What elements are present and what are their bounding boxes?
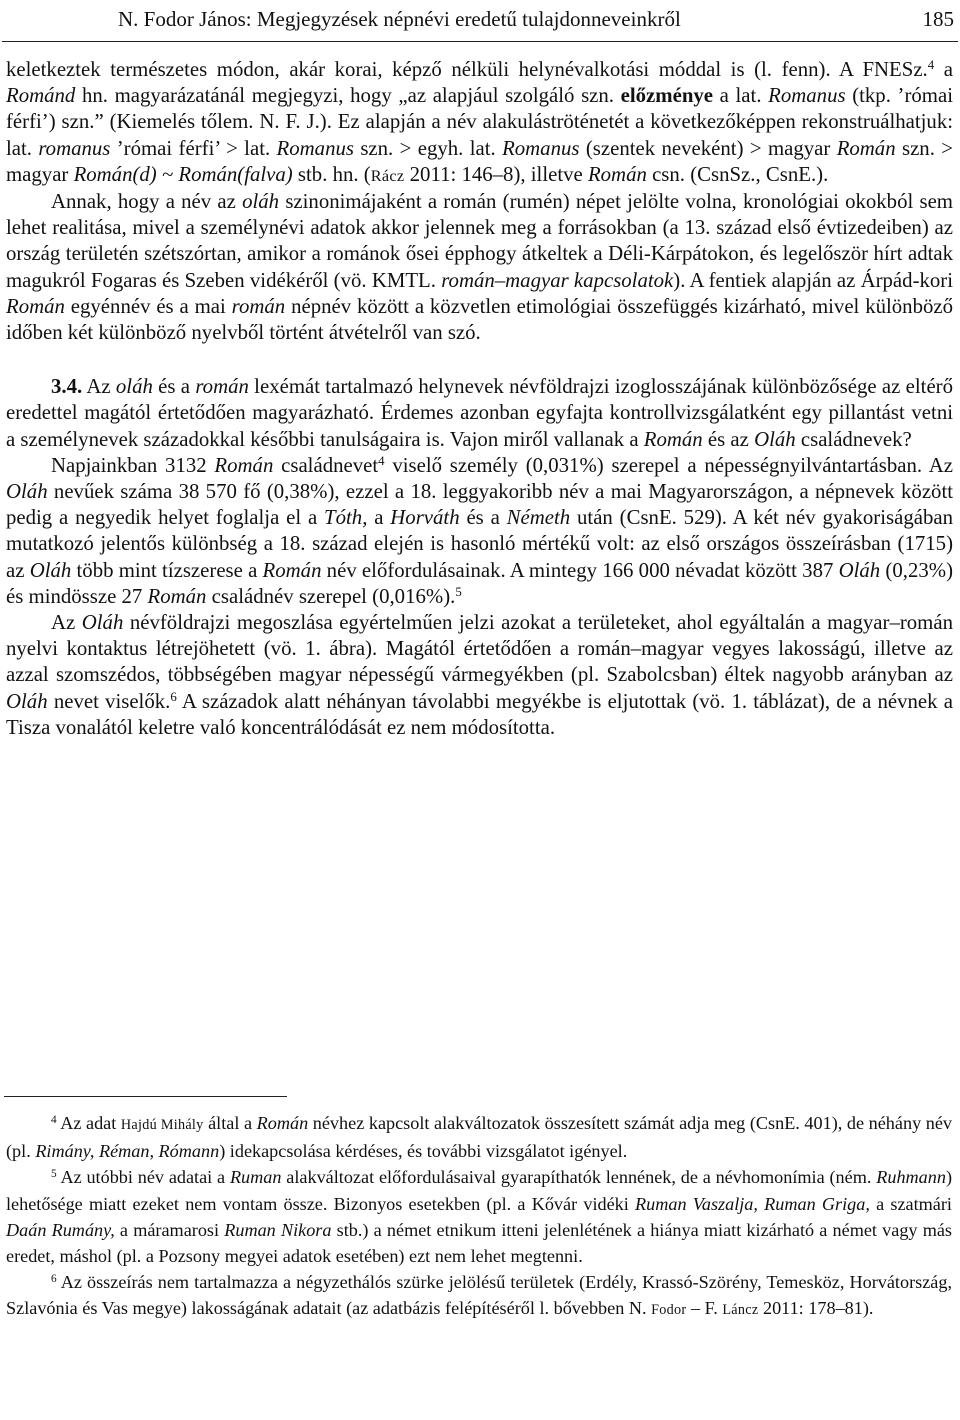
footnotes	[6, 1110, 952, 1324]
text-run: Annak, hogy a név az	[51, 190, 243, 214]
small-caps-name: Hajdú Mihály	[120, 1117, 204, 1133]
footnote-5	[6, 1164, 952, 1269]
text-run: alakváltozat előfordulásaival gyarapíthatók lennének, de a névhomonímia (ném.	[281, 1167, 877, 1188]
italic-term: Román	[587, 162, 647, 186]
italic-term: Román	[256, 1113, 309, 1133]
text-run: 2011: 178–81).	[758, 1298, 874, 1319]
text-run: Az utóbbi név adatai a	[56, 1167, 230, 1188]
text-run: családnevek?	[795, 427, 912, 451]
italic-term: Román(d) ~ Román(falva)	[73, 162, 293, 186]
text-run: után (CsnE. 529). A két név gyakoriságában mutatkozó jelentős különbség a 18. század elején is hasonló mértékű volt: az első országos összeírásban (1715) az	[6, 506, 953, 582]
text-run: és az	[702, 427, 755, 451]
text-run: hn. magyarázatánál megjegyzi, hogy „az alapjául szolgáló szn.	[75, 84, 621, 108]
italic-term: Román	[262, 558, 322, 582]
italic-term: Tóth,	[324, 506, 368, 530]
text-run: Az adat	[56, 1113, 121, 1133]
italic-term: Oláh	[81, 611, 124, 635]
paragraph-4	[6, 453, 953, 610]
text-run: 2011: 146–8), illetve	[404, 162, 588, 186]
text-run: nevet viselők.	[47, 689, 171, 713]
italic-term: Oláh	[6, 480, 48, 504]
text-run: név előfordulásainak. A mintegy 166 000 névadat között 387	[321, 558, 839, 582]
italic-term: Oláh	[29, 558, 72, 582]
footnote-number: 5	[51, 1168, 57, 1181]
footnote-ref-4: 4	[927, 57, 935, 72]
header-rule	[2, 41, 958, 42]
text-run: a máramarosi	[114, 1219, 225, 1240]
footnote-4	[6, 1110, 952, 1164]
small-caps-name: Rácz	[370, 166, 405, 185]
body-text	[6, 57, 953, 741]
text-run: Az összeírás nem tartalmazza a négyzethálós szürke jelölésű területek (Erdély, Krassó-Szörény, Temesköz, Horvátország, Szlavónia és Vas megye) lakosságának adatait (az adatbázis felépítéséről l. bővebben N.	[6, 1272, 952, 1319]
paragraph-1	[6, 57, 953, 189]
paragraph-gap	[6, 346, 953, 374]
text-run: és a	[152, 375, 196, 399]
italic-term: Román	[836, 136, 896, 160]
text-run: viselő személy (0,031%) szerepel a népességnyilvántartásban. Az	[384, 453, 953, 477]
footnote-rule	[4, 1096, 287, 1097]
text-run: (tkp. ’római férfi’) szn.” (Kiemelés tőlem. N. F. J.). Ez alapján a név alakuláströténetét a következőképpen rekonstruálhatjuk: lat.	[6, 84, 953, 160]
italic-term: román	[195, 375, 249, 399]
italic-term: Romanus	[502, 136, 580, 160]
text-run: a	[367, 506, 391, 530]
text-run: stb.) a német etnikum itteni jelenlétének a hiánya miatt kizárható a német vagy más eredet, máshol (pl. a Pozsony megyei adatok esetében) ezt nem lehet megtenni.	[6, 1219, 952, 1267]
italic-term: Ruman Vaszalja, Ruman Griga,	[635, 1193, 870, 1214]
bold-term: előzménye	[620, 84, 714, 108]
italic-term: Románd	[6, 84, 76, 108]
text-run: több mint tízszerese a	[71, 558, 263, 582]
italic-term: Daán Rumány,	[6, 1219, 115, 1240]
section-number: 3.4.	[51, 375, 83, 399]
text-run: ). A fentiek alapján az Árpád-kori	[673, 268, 953, 292]
footnote-6	[6, 1269, 952, 1323]
running-title: N. Fodor János: Megjegyzések népnévi eredetű tulajdonneveinkről	[118, 7, 681, 31]
italic-term: oláh	[242, 190, 280, 214]
small-caps-name: Fodor	[651, 1302, 687, 1319]
text-run: névhez kapcsolt alakváltozatok összesített számát adja meg (CsnE. 401), de néhány név (pl.	[6, 1113, 953, 1162]
italic-term: oláh	[115, 375, 153, 399]
text-run: névföldrajzi megoszlása egyértelműen jelzi azokat a területeket, ahol egyáltalán a magyar–román nyelvi kontaktus létrejöhetett (vö. 1. ábra). Magától értetődően a román–magyar vegyes lakosságú, illetve az azzal szomszédos, többségében magyar népességű vármegyékben (pl. Szabolcsban) éltek nagyobb arányban az	[6, 611, 953, 687]
paragraph-3	[6, 374, 953, 453]
text-run: a	[934, 58, 953, 81]
text-run: családnevet	[273, 453, 379, 477]
text-run: a szatmári	[869, 1193, 952, 1214]
italic-term: román–magyar kapcsolatok	[441, 268, 674, 292]
text-run: stb. hn. (	[292, 162, 371, 186]
text-run: egyénnév és a mai	[64, 294, 232, 318]
text-run: családnév szerepel (0,016%).	[206, 584, 456, 608]
text-run: Az	[82, 375, 116, 399]
small-caps-name: Láncz	[722, 1302, 759, 1319]
italic-term: Romanus	[276, 136, 354, 160]
italic-term: Ruhmann	[876, 1167, 946, 1188]
text-run: szinonimájaként a román (rumén) népet jelölte volna, kronológiai okokból sem lehet realitása, mivel a személynévi adatok akkor jelennek meg a forrásokban (a 13. század első évtizedeiben) az ország területén szétszórtan, amikor a románok ősei épphogy átkeltek a Déli-Kárpátokon, és legelőször hírt adtak magukról Fogaras és Szeben vidékéről (vö. KMTL.	[6, 190, 953, 292]
running-header	[118, 4, 954, 34]
text-run: (szentek neveként) > magyar	[579, 136, 837, 160]
italic-term: Román	[643, 427, 703, 451]
text-run: (0,23%) és mindössze 27	[6, 558, 953, 608]
italic-term: Oláh	[838, 558, 881, 582]
text-run: nevűek száma 38 570 fő (0,38%), ezzel a 18. leggyakoribb név a mai Magyarországon, a népnevek között pedig a negyedik helyet foglalja el a	[6, 480, 953, 530]
text-run: A századok alatt néhányan távolabbi megyékbe is eljutottak (vö. 1. táblázat), de a névnek a Tisza vonalától keletre való koncentrálódását ez nem módosította.	[6, 689, 953, 739]
italic-term: Rimány, Réman, Rómann	[35, 1141, 220, 1162]
text-run: által a	[203, 1113, 257, 1133]
text-run: keletkeztek természetes módon, akár korai, képző nélküli helynévalkotási móddal is (l. fenn). A FNESz.	[6, 58, 928, 81]
italic-term: Ruman Nikora	[224, 1219, 332, 1240]
text-run: ) lehetősége miatt ezeket nem vontam össze. Bizonyos esetekben (pl. a Kővár vidéki	[6, 1167, 953, 1214]
text-run: a lat.	[713, 84, 769, 108]
text-run: – F.	[686, 1298, 723, 1319]
text-run: lexémát tartalmazó helynevek névföldrajzi izoglosszájának különbözősége az eltérő eredettel magától értetődően magyarázható. Érdemes azonban egyfajta kontrollvizsgálatként egy pillantást vetni a személynevek századokkal későbbi tanulságaira is. Vajon miről vallanak a	[6, 375, 953, 451]
paragraph-2	[6, 189, 953, 346]
page-number: 185	[922, 7, 954, 31]
footnote-ref-6: 6	[170, 689, 177, 704]
italic-term: Horváth	[390, 506, 460, 530]
italic-term: Román	[147, 584, 207, 608]
text-run: Az	[51, 611, 82, 635]
footnote-ref-5: 5	[455, 584, 462, 599]
paragraph-5	[6, 610, 953, 741]
text-run: csn. (CsnSz., CsnE.).	[646, 162, 829, 186]
footnote-ref-4: 4	[378, 453, 385, 468]
text-run: szn. > egyh. lat.	[353, 136, 503, 160]
text-run: ) idekapcsolása kérdéses, és további vizsgálatot igényel.	[219, 1141, 628, 1162]
text-run: népnév között a közvetlen etimológiai összefüggés kizárható, mivel különböző időben két különböző nyelvből történt átvételről van szó.	[6, 294, 953, 345]
header-title: Megjegyzések népnévi eredetű tulajdonneveinkről	[256, 7, 681, 31]
header-author: N. Fodor János	[118, 7, 246, 31]
text-run: szn. > magyar	[6, 136, 953, 186]
text-run: és a	[459, 506, 507, 530]
footnote-number: 4	[51, 1113, 57, 1126]
italic-term: Németh	[506, 506, 571, 530]
italic-term: Romanus	[768, 84, 846, 108]
footnote-number: 6	[51, 1273, 57, 1286]
text-run: Napjainkban 3132	[51, 453, 215, 477]
italic-term: Oláh	[6, 689, 48, 713]
italic-term: romanus	[38, 136, 111, 160]
italic-term: Román	[6, 294, 65, 318]
text-run: ’római férfi’ > lat.	[110, 136, 277, 160]
italic-term: Oláh	[754, 427, 796, 451]
italic-term: Román	[214, 453, 274, 477]
italic-term: román	[231, 294, 286, 318]
italic-term: Ruman	[229, 1167, 282, 1188]
